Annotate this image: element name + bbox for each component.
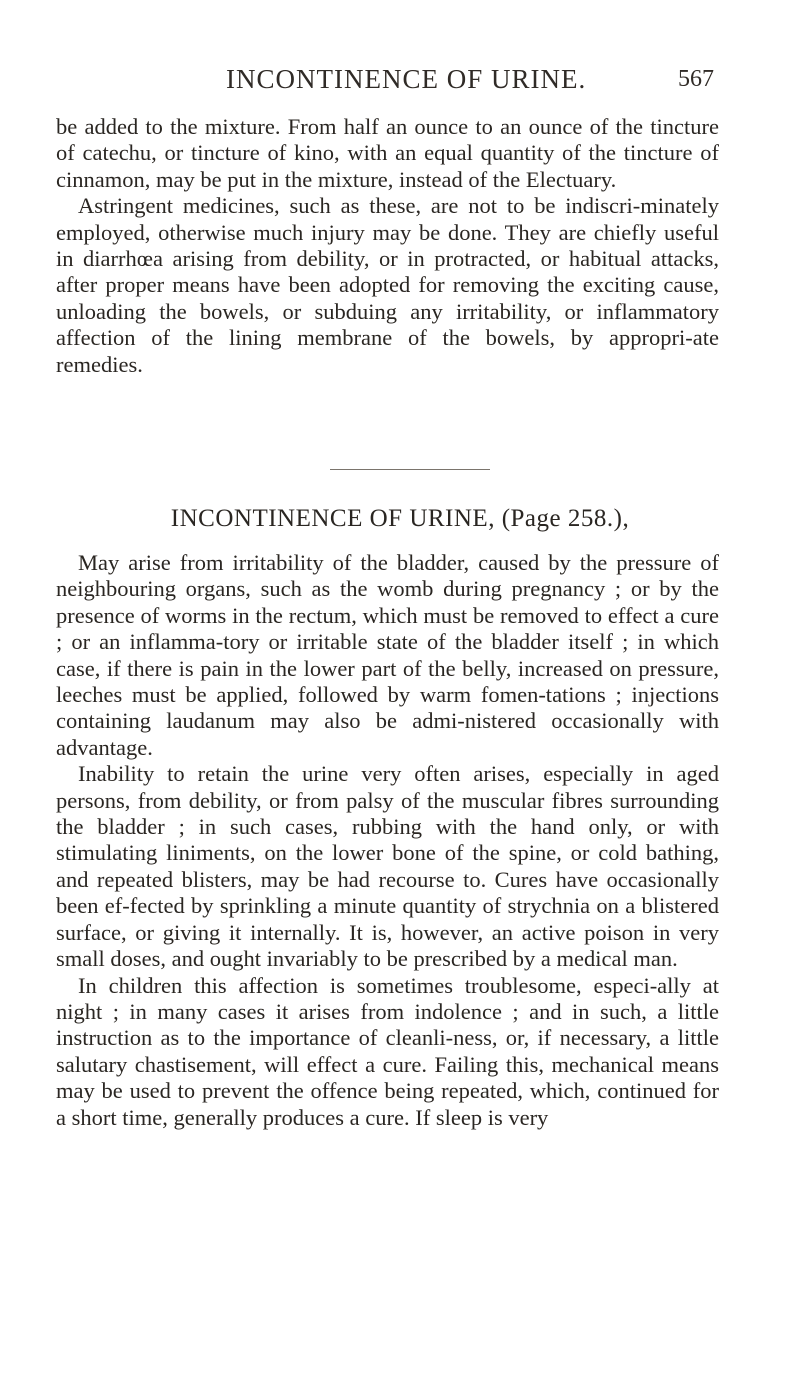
paragraph: Astringent medicines, such as these, are not to be indiscri-minately employed, otherwise much injury may be done. They are chiefly useful in diarrhœa arising from debility, or in protracted, or habitual attacks, after proper means have been adopted for removing the exciting cause, unloading the bowels, or subduing any irritability, or inflammatory affection of the lining membrane of the bowels, by appropri-ate remedies.: [56, 193, 719, 377]
paragraph: In children this affection is sometimes troublesome, especi-ally at night ; in many cases it arises from indolence ; and in such, a little instruction as to the importance of cleanli-ness, or, if necessary, a little salutary chastisement, will effect a cure. Failing this, mechanical means may be used to prevent the offence being repeated, which, continued for a short time, generally produces a cure. If sleep is very: [56, 972, 719, 1130]
paragraph: Inability to retain the urine very often arises, especially in aged persons, from debility, or from palsy of the muscular fibres surrounding the bladder ; in such cases, rubbing with the hand only, or with stimulating liniments, on the lower bone of the spine, or cold bathing, and repeated blisters, may be had recourse to. Cures have occasionally been ef-fected by sprinkling a minute quantity of strychnia on a blistered surface, or giving it internally. It is, however, an active poison in very small doses, and ought invariably to be prescribed by a medical man.: [56, 761, 719, 972]
section-heading: INCONTINENCE OF URINE, (Page 258.),: [170, 505, 630, 532]
page-number: 567: [678, 66, 714, 92]
section-divider: [330, 469, 490, 470]
section-body: [56, 550, 719, 1131]
paragraph: be added to the mixture. From half an ounce to an ounce of the tincture of catechu, or tincture of kino, with an equal quantity of the tincture of cinnamon, may be put in the mixture, instead of the Electuary.: [56, 114, 719, 192]
continuation-text: [56, 114, 719, 378]
running-head: INCONTINENCE OF URINE.: [226, 64, 587, 94]
paragraph: May arise from irritability of the bladder, caused by the pressure of neighbouring organs, such as the womb during pregnancy ; or by the presence of worms in the rectum, which must be removed to effect a cure ; or an inflamma-tory or irritable state of the bladder itself ; in which case, if there is pain in the lower part of the belly, increased on pressure, leeches must be applied, followed by warm fomen-tations ; injections containing laudanum may also be admi-nistered occasionally with advantage.: [56, 550, 719, 760]
